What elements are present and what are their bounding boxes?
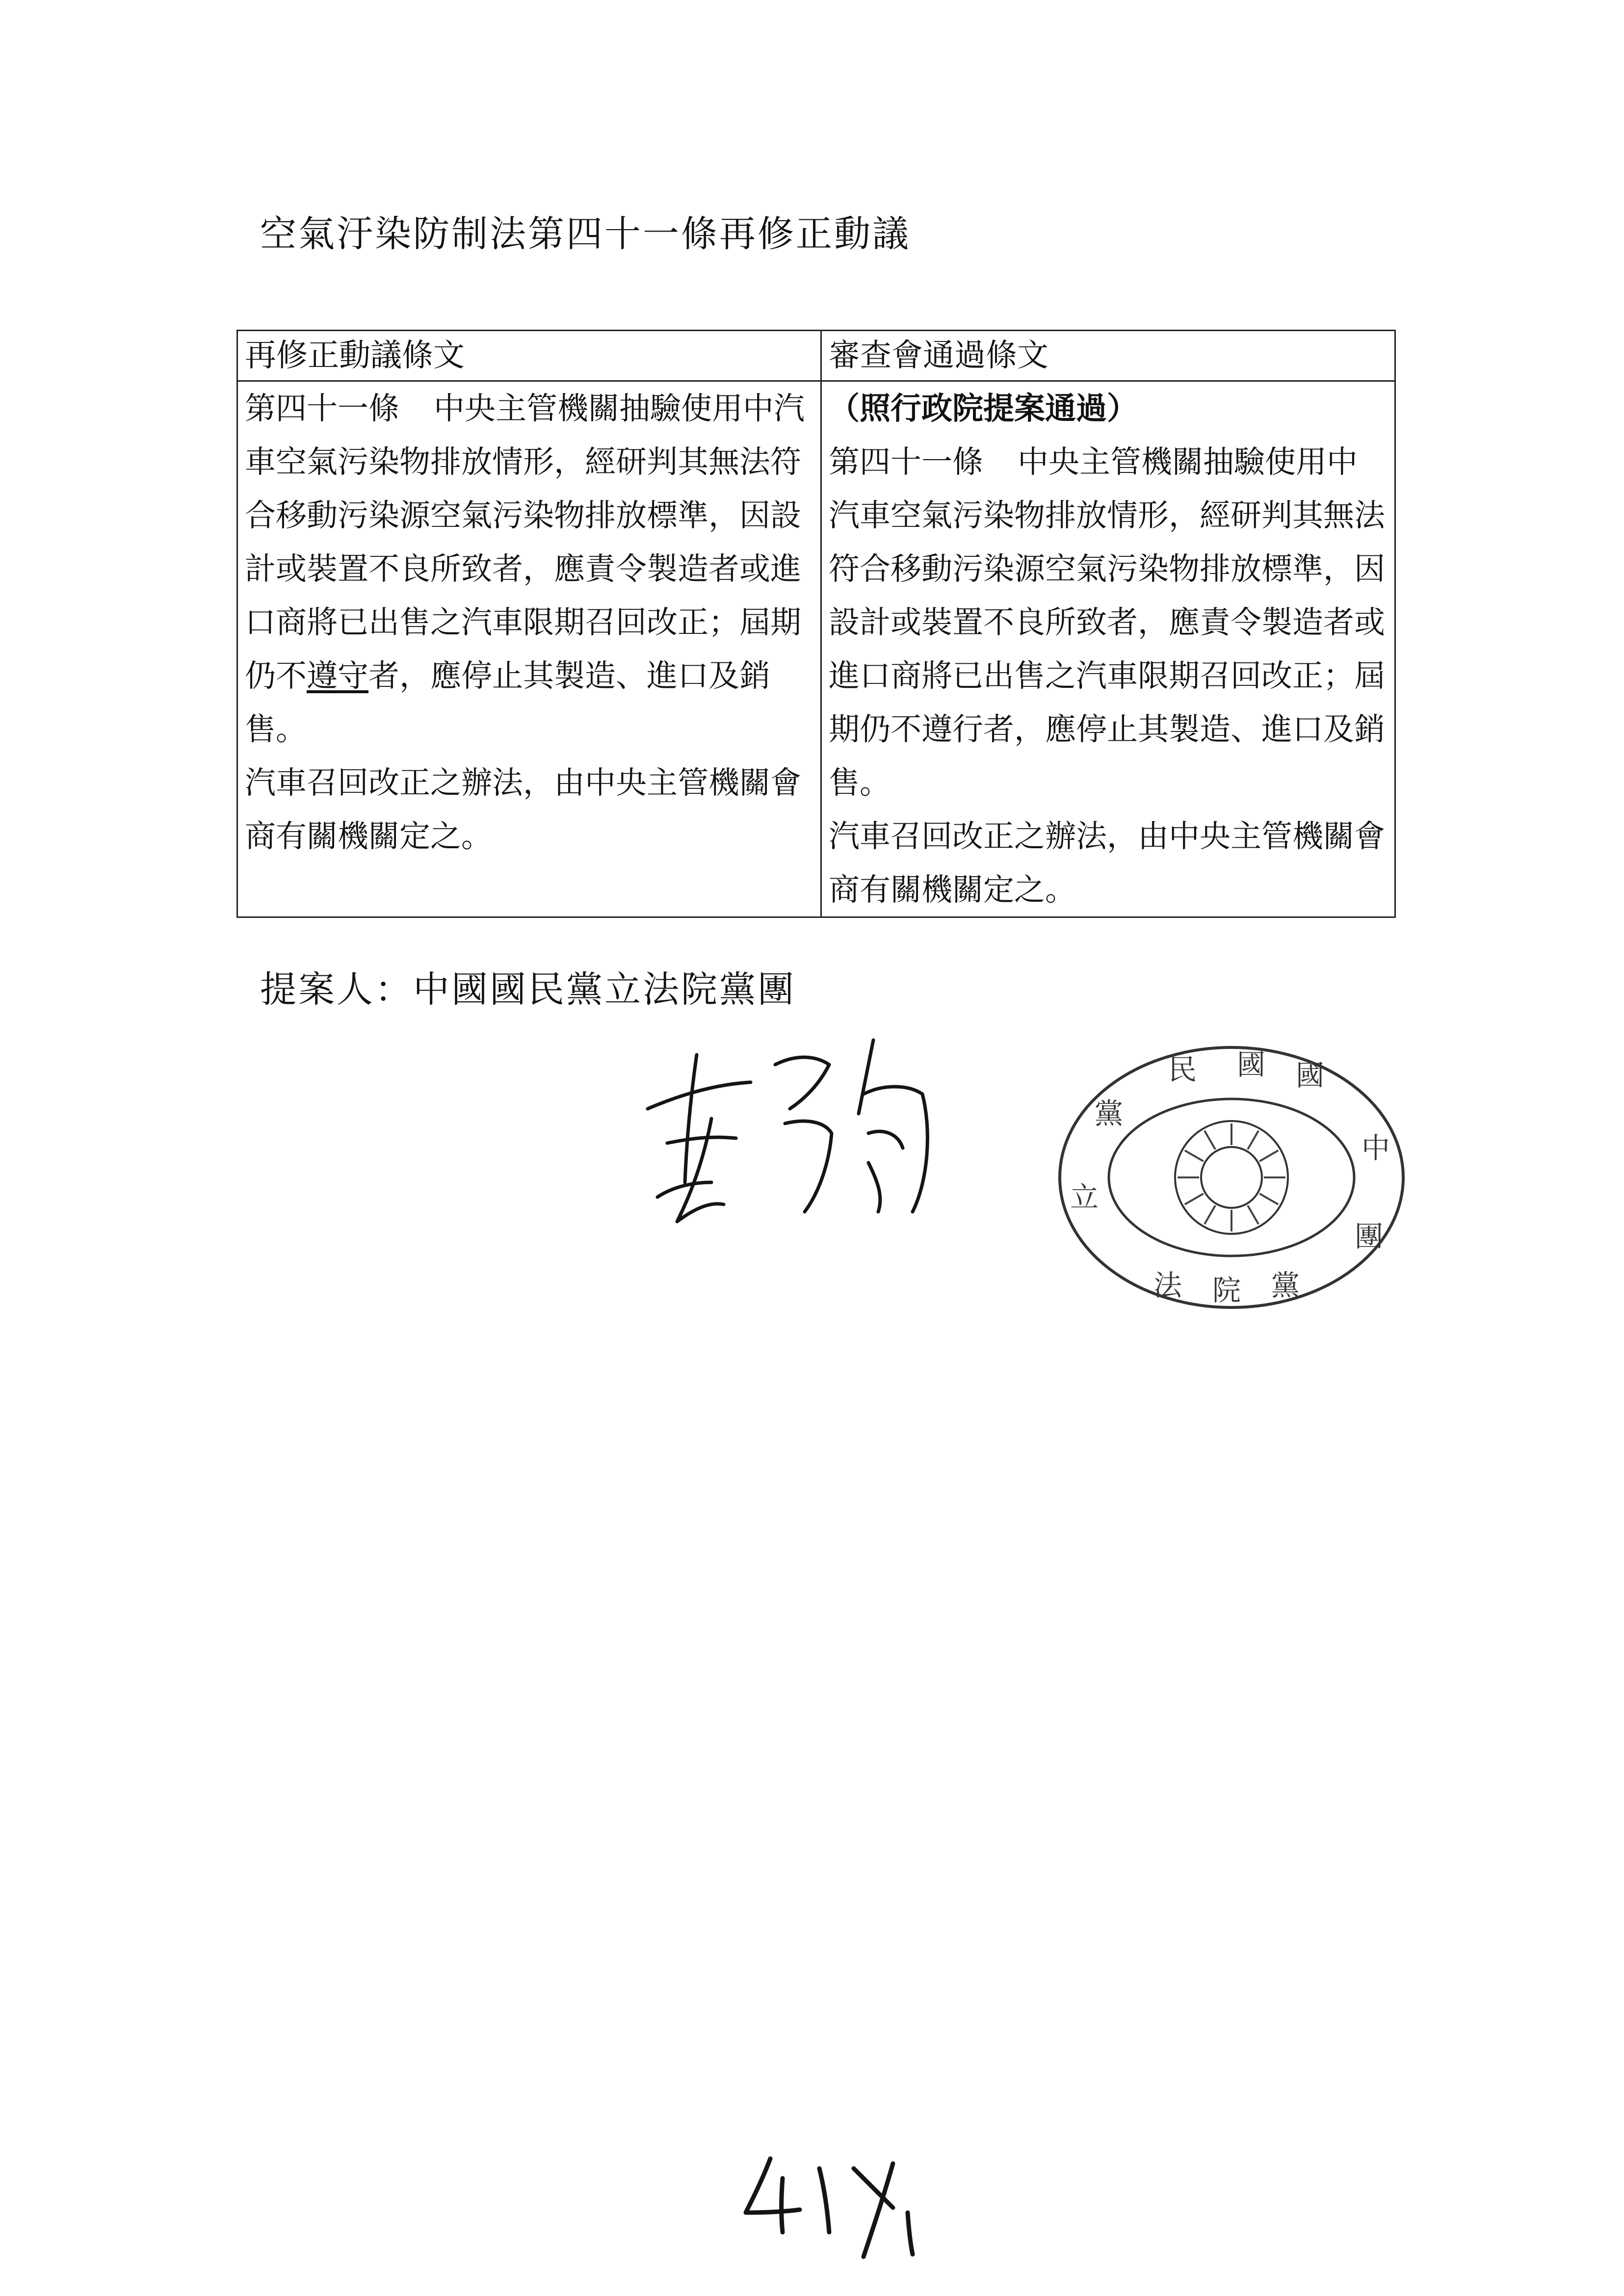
seal-ray bbox=[1248, 1205, 1258, 1224]
cell-revised-motion-text bbox=[237, 381, 821, 917]
seal-ray bbox=[1185, 1194, 1204, 1204]
seal-char-1: 中 bbox=[1361, 1131, 1390, 1165]
seal-char-7: 法 bbox=[1153, 1269, 1182, 1302]
seal-char-5: 黨 bbox=[1094, 1097, 1124, 1130]
right-paragraph-2: 汽車召回改正之辦法，由中央主管機關會商有關機關定之。 bbox=[829, 818, 1385, 908]
left-para1-after: 者，應停止其製造、進口及銷售。 bbox=[245, 658, 770, 747]
party-seal bbox=[1055, 1040, 1408, 1315]
seal-char-4: 民 bbox=[1168, 1053, 1197, 1086]
seal-char-9: 黨 bbox=[1271, 1269, 1300, 1302]
left-article-number: 第四十一條 bbox=[245, 391, 399, 426]
right-article-number: 第四十一條 bbox=[829, 444, 983, 480]
cell-committee-passed-text bbox=[821, 381, 1395, 917]
seal-ray bbox=[1205, 1205, 1215, 1224]
seal-ray bbox=[1185, 1150, 1204, 1161]
seal-char-8: 院 bbox=[1212, 1274, 1241, 1307]
seal-ray bbox=[1259, 1194, 1278, 1204]
header-revised-motion: 再修正動議條文 bbox=[237, 331, 821, 381]
table-body-row bbox=[237, 381, 1395, 917]
left-para1-underlined: 遵守 bbox=[307, 658, 368, 694]
seal-char-6: 立 bbox=[1070, 1180, 1099, 1214]
table-header-row bbox=[237, 331, 1395, 381]
left-paragraph-1 bbox=[245, 382, 813, 756]
right-para1: 中央主管機關抽驗使用中汽車空氣污染物排放情形，經研判其無法符合移動污染源空氣污染物排放標準，因設計或裝置不良所致者，應責令製造者或進口商將已出售之汽車限期召回改正；屆期仍不遵行者，應停止其製造、進口及銷售。 bbox=[829, 444, 1385, 801]
handwritten-signature bbox=[638, 1035, 942, 1251]
seal-char-10: 團 bbox=[1354, 1220, 1384, 1253]
handwritten-page-number bbox=[736, 2149, 942, 2262]
right-paragraph-1 bbox=[829, 435, 1388, 809]
right-status-note: （照行政院提案通過） bbox=[829, 391, 1138, 426]
seal-char-3: 國 bbox=[1236, 1048, 1266, 1081]
seal-ray bbox=[1248, 1131, 1258, 1149]
proposer-line: 提案人：中國國民黨立法院黨團 bbox=[260, 968, 796, 1011]
comparison-table bbox=[236, 330, 1396, 918]
left-para1-before: 中央主管機關抽驗使用中汽車空氣污染物排放情形，經研判其無法符合移動污染源空氣污染物排放標準，因設計或裝置不良所致者，應責令製造者或進口商將已出售之汽車限期召回改正；屆期仍不 bbox=[245, 391, 805, 694]
document-title: 空氣汙染防制法第四十一條再修正動議 bbox=[260, 213, 911, 255]
seal-char-2: 國 bbox=[1295, 1059, 1325, 1092]
header-committee-passed: 審查會通過條文 bbox=[821, 331, 1395, 381]
left-paragraph-2: 汽車召回改正之辦法，由中央主管機關會商有關機關定之。 bbox=[245, 765, 801, 854]
seal-ray bbox=[1205, 1131, 1215, 1149]
seal-ray bbox=[1259, 1150, 1278, 1161]
